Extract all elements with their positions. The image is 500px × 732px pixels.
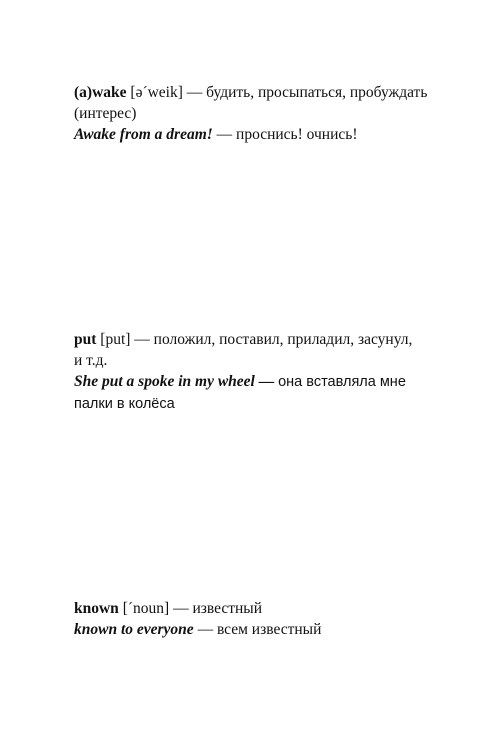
example-phrase: known to everyone bbox=[74, 621, 194, 638]
dictionary-entry-awake bbox=[74, 82, 474, 145]
entry-example-line bbox=[74, 619, 474, 640]
dictionary-entry-known bbox=[74, 598, 474, 640]
example-translation-continuation: палки в колёса bbox=[74, 396, 175, 412]
entry-example-continuation bbox=[74, 393, 474, 415]
entry-definition-continuation bbox=[74, 350, 474, 371]
entry-definition-line bbox=[74, 598, 474, 619]
example-translation: — проснись! очнись! bbox=[216, 126, 358, 143]
example-phrase: She put a spoke in my wheel — bbox=[74, 373, 275, 390]
headword: known bbox=[74, 600, 119, 617]
translation: — будить, просыпаться, пробуждать bbox=[186, 84, 428, 101]
transcription: [ˊnoun] bbox=[122, 600, 170, 617]
example-translation: — всем известный bbox=[197, 621, 322, 638]
entry-definition-line bbox=[74, 82, 474, 103]
translation: — известный bbox=[173, 600, 263, 617]
headword: (a)wake bbox=[74, 84, 127, 101]
translation-continuation: (интерес) bbox=[74, 105, 137, 122]
entry-example-line bbox=[74, 371, 474, 393]
translation-continuation: и т.д. bbox=[74, 352, 108, 369]
transcription: [əˊweik] bbox=[130, 84, 183, 101]
entry-example-line bbox=[74, 124, 474, 145]
entry-definition-continuation bbox=[74, 103, 474, 124]
translation: — положил, поставил, приладил, засунул, bbox=[134, 331, 413, 348]
example-phrase: Awake from a dream! bbox=[74, 126, 213, 143]
headword: put bbox=[74, 331, 97, 348]
example-translation: она вставляла мне bbox=[278, 374, 406, 390]
entry-definition-line bbox=[74, 329, 474, 350]
dictionary-entry-put bbox=[74, 329, 474, 415]
transcription: [put] bbox=[100, 331, 131, 348]
